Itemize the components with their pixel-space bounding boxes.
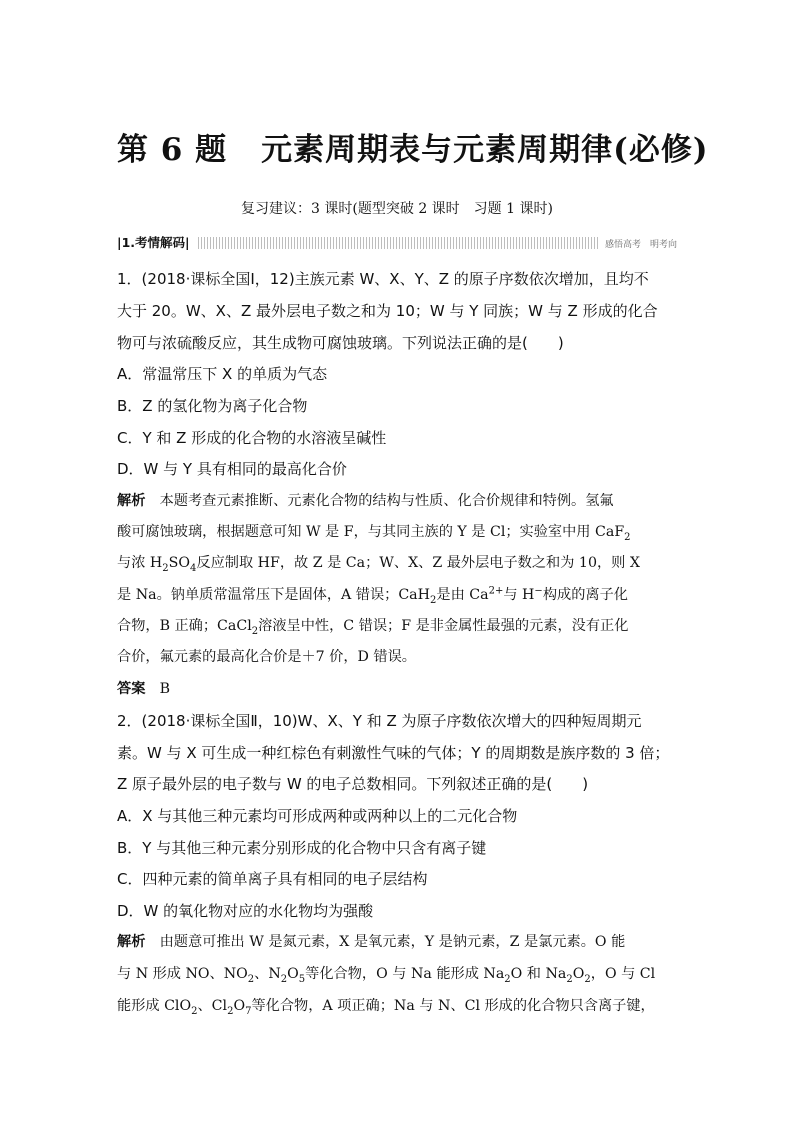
subscript: 2 <box>430 594 437 605</box>
q1-stem-line1: 1．(2018·课标全国Ⅰ，12)主族元素 W、X、Y、Z 的原子序数依次增加，且均不 <box>117 270 649 288</box>
explanation-text: 等化合物，O 与 Na 能形成 Na <box>305 966 505 982</box>
subscript: 7 <box>245 1005 252 1016</box>
explanation-text: 酸可腐蚀玻璃，根据题意可知 W 是 F，与其同主族的 Y 是 Cl；实验室中用 CaF <box>117 524 625 540</box>
explanation-label: 解析 <box>117 934 146 950</box>
q1-explanation-line6: 合价，氟元素的最高化合价是＋7 价，D 错误。 <box>117 649 416 665</box>
explanation-text: ，O 与 Cl <box>590 966 656 982</box>
title-text: 元素周期表与元素周期律(必修) <box>261 132 709 168</box>
q2-explanation-line2 <box>117 964 679 984</box>
subscript: 4 <box>190 562 197 573</box>
q1-option-d: D．W 与 Y 具有相同的最高化合价 <box>117 460 347 478</box>
q1-stem-line3: 物可与浓硫酸反应，其生成物可腐蚀玻璃。下列说法正确的是( ) <box>117 334 564 352</box>
explanation-text: 与 H <box>503 587 535 603</box>
answer-value: B <box>159 681 171 697</box>
subscript: 2 <box>251 625 259 636</box>
review-suggestion: 复习建议：3 课时(题型突破 2 课时 习题 1 课时) <box>241 201 553 217</box>
q1-stem-line2: 大于 20。W、X、Z 最外层电子数之和为 10；W 与 Y 同族；W 与 Z 形成的化合 <box>117 302 658 320</box>
superscript: 2+ <box>488 585 504 597</box>
subscript: 2 <box>624 531 631 542</box>
explanation-text: 能形成 ClO <box>117 998 192 1014</box>
explanation-label: 解析 <box>117 493 146 509</box>
q1-explanation-line1 <box>117 491 679 511</box>
explanation-text: 由题意可推出 W 是氮元素，X 是氧元素，Y 是钠元素，Z 是氯元素。O 能 <box>159 934 626 950</box>
q1-answer <box>117 679 679 699</box>
explanation-text: 反应制取 HF，故 Z 是 Ca；W、X、Z 最外层电子数之和为 10，则 X <box>196 555 640 571</box>
explanation-text: 是由 Ca <box>436 587 489 603</box>
explanation-text: 本题考查元素推断、元素化合物的结构与性质、化合价规律和特例。氢氟 <box>159 493 614 509</box>
section-tagline: 感悟高考 明考向 <box>604 239 677 250</box>
q2-stem-line2: 素。W 与 X 可生成一种红棕色有刺激性气味的气体；Y 的周期数是族序数的 3 倍； <box>117 744 670 762</box>
subscript: 2 <box>504 973 511 984</box>
q2-option-c: C．四种元素的简单离子具有相同的电子层结构 <box>117 870 428 888</box>
section-label: |1.考情解码| <box>117 235 190 250</box>
subscript: 5 <box>298 973 306 984</box>
q1-option-b: B．Z 的氢化物为离子化合物 <box>117 397 308 415</box>
subscript: 2 <box>280 973 288 984</box>
explanation-text: 溶液呈中性，C 错误；F 是非金属性最强的元素，没有正化 <box>258 618 629 634</box>
explanation-text: 是 Na。钠单质常温常压下是固体，A 错误；CaH <box>117 587 431 603</box>
q2-explanation-line3 <box>117 996 679 1016</box>
q2-stem-line1: 2．(2018·课标全国Ⅱ，10)W、X、Y 和 Z 为原子序数依次增大的四种短周期元 <box>117 712 642 730</box>
explanation-text: 等化合物，A 项正确；Na 与 N、Cl 形成的化合物只含离子键， <box>251 998 655 1014</box>
subscript: 2 <box>566 973 573 984</box>
q1-option-c: C．Y 和 Z 形成的化合物的水溶液呈碱性 <box>117 429 387 447</box>
explanation-text: 与 N 形成 NO、NO <box>117 966 248 982</box>
superscript: − <box>534 585 543 597</box>
banner-hatch <box>198 237 599 249</box>
page-title <box>117 124 709 169</box>
q2-option-b: B．Y 与其他三种元素分别形成的化合物中只含有离子键 <box>117 839 487 857</box>
explanation-text: O 和 Na <box>510 966 567 982</box>
explanation-text: SO <box>168 555 190 571</box>
explanation-text: O <box>233 998 246 1014</box>
explanation-text: 、N <box>254 966 281 982</box>
subscript: 2 <box>247 973 255 984</box>
title-number: 第 6 题 <box>117 132 228 168</box>
q1-explanation-line3 <box>117 553 679 573</box>
explanation-text: 与浓 H <box>117 555 163 571</box>
subscript: 2 <box>162 562 169 573</box>
q2-explanation-line1 <box>117 932 679 952</box>
explanation-text: O <box>572 966 585 982</box>
q2-option-a: A．X 与其他三种元素均可形成两种或两种以上的二元化合物 <box>117 807 518 825</box>
q1-explanation-line2 <box>117 522 679 542</box>
q1-explanation-line4 <box>117 585 679 605</box>
explanation-text: 合物，B 正确；CaCl <box>117 618 252 634</box>
section-banner <box>117 235 677 251</box>
q2-stem-line3: Z 原子最外层的电子数与 W 的电子总数相同。下列叙述正确的是( ) <box>117 775 589 793</box>
subscript: 2 <box>191 1005 198 1016</box>
subscript: 2 <box>227 1005 234 1016</box>
q2-option-d: D．W 的氧化物对应的水化物均为强酸 <box>117 902 374 920</box>
subscript: 2 <box>584 973 591 984</box>
answer-label: 答案 <box>117 681 146 697</box>
q1-explanation-line5 <box>117 616 679 636</box>
q1-option-a: A．常温常压下 X 的单质为气态 <box>117 365 328 383</box>
explanation-text: 构成的离子化 <box>542 587 628 603</box>
explanation-text: O <box>287 966 299 982</box>
explanation-text: 、Cl <box>197 998 228 1014</box>
